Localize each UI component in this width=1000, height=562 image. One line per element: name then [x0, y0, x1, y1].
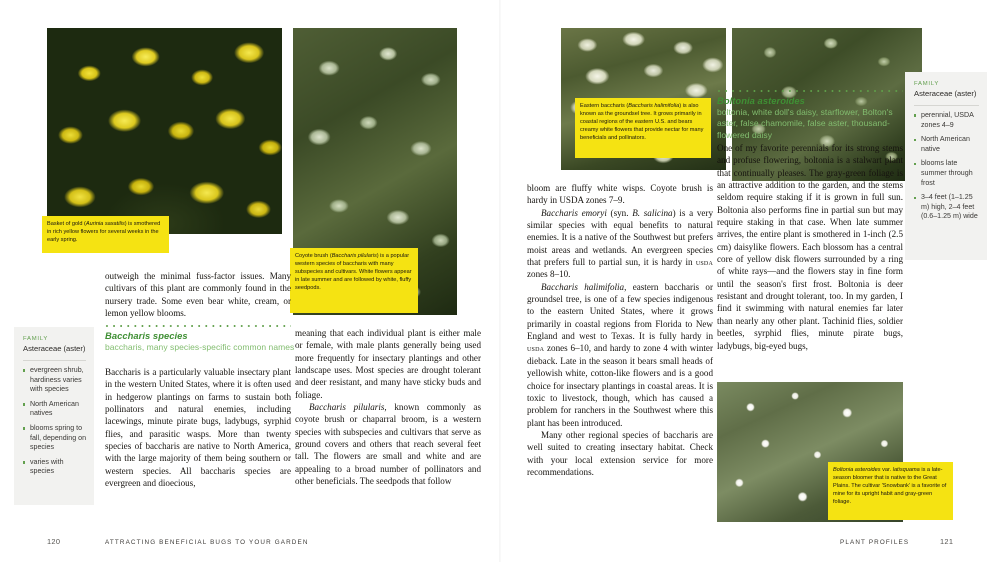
right-col2-species-text: One of my favorite perennials for its strong stems and profuse flowering, boltonia is a stalwart plant that continually pleases. The gray-green foliage is an attractive addition to the garden, and the stems seldom require staking if it is grown in full sun. Boltonia also performs fine in partial sun but may require staking in that case. When late summer arrives, the entire plant is smothered in 1-inch (2.5 cm) daisylike flowers. Each blossom has a central core of yellow disk flowers surrounded by a ring of white rays—and the flowers stay in fine form until the season's first frost. Boltonia is deer resistant and drought tolerant, too. In my garden, I find it swimming with natural enemies far later than nearly any other plant. Tachinid flies, soldier beetles, syrphid flies, minute pirate bugs, ladybugs, big-eyed bugs, — [717, 143, 903, 351]
paragraph-baccharis-halimifolia: Baccharis halimifolia, eastern baccharis or groundsel tree, is one of a few species indigenous to the eastern United States, where it grows primarily in coastal regions from Florida to New England and west to Texas. It is fully hardy in usda zones 6–10, and hardy to zone 4 with winter dieback. Late in the season it bears small heads of yellowish white, cotton-like flowers and is a good choice for insectary plantings in coastal areas. It is toxic to livestock, though, which has caused a problem for ranchers in the Southwest where this plant has been introduced. — [527, 281, 713, 428]
italic-species-emoryi: Baccharis emoryi — [541, 207, 607, 218]
italic-species-name: Baccharis pilularis — [309, 402, 385, 413]
page-gutter — [499, 0, 501, 562]
caption-basket-of-gold: Basket of gold (Aurinia saxatilis) is smothered in rich yellow flowers for several weeks in the early spring. — [42, 216, 169, 253]
family-value: Asteraceae (aster) — [914, 89, 977, 98]
dotted-rule-baccharis — [105, 324, 291, 328]
family-facts-list — [23, 366, 86, 477]
page-right — [500, 0, 1000, 562]
list-item: 3–4 feet (1–1.25 m) high, 2–4 feet (0.6–1.25 m) wide — [914, 193, 979, 222]
divider — [23, 360, 86, 361]
left-col1-species-text: Baccharis is a particularly valuable insectary plant in the western United States, where it is often used in hedgerow plantings on farms to sustain both pollinators and natural enemies, including lacewings, minute pirate bugs, ladybugs, syrphid flies, and parasitic wasps. More than twenty species of baccharis are native to North America, with the large majority of them being southern or western species. All baccharis species are evergreen and dioecious, — [105, 367, 291, 489]
list-item: blooms late summer through frost — [914, 159, 979, 188]
paragraph-coyote-bloom: bloom are fluffy white wisps. Coyote brush is hardy in USDA zones 7–9. — [527, 183, 713, 206]
family-label: FAMILY — [23, 336, 49, 342]
list-item: North American native — [914, 135, 979, 154]
family-value: Asteraceae (aster) — [23, 344, 86, 353]
species-common-names: baccharis, many species-specific common names — [105, 342, 295, 352]
family-facts-list — [914, 111, 979, 222]
species-heading-boltonia — [717, 95, 907, 141]
caption-boltonia-snowbank: Boltonia asteroides var. latisquama is a late-season bloomer that is native to the Great Plains. The cultivar 'Snowbank' is a favorite of mine for its upright habit and gray-green foliage. — [828, 462, 953, 520]
species-latin-name: Boltonia asteroides — [717, 95, 805, 106]
caption-coyote-brush: Coyote brush (Baccharis pilularis) is a popular western species of baccharis with many subspecies and cultivars. White flowers appear in late summer and are followed by white, fluffy seedpods. — [290, 248, 418, 313]
dotted-rule-boltonia — [717, 89, 903, 93]
paragraph-baccharis-pilularis: Baccharis pilularis, known commonly as coyote brush or chaparral broom, is a western species with subspecies and cultivars that serve as ground covers and others that reach several feet tall. The flowers are small and white and are appealing to a broad number of pollinators and other beneficials. The seedpods that follow — [295, 402, 481, 487]
family-card-baccharis — [14, 327, 94, 505]
caption-eastern-baccharis: Eastern baccharis (Baccharis halimifolia) is also known as the groundsel tree. It grows primarily in coastal regions of the eastern U.S. and bears creamy white flowers that provide nectar for many beneficials and pollinators. — [575, 98, 711, 158]
photo-basket-of-gold — [47, 28, 282, 234]
family-label: FAMILY — [914, 81, 940, 87]
left-col1-top-text: outweigh the minimal fuss-factor issues. Many cultivars of this plant are commonly found in the nursery trade. Some even bear white, cream, or lemon yellow blooms. — [105, 271, 291, 319]
paragraph-other-regional-species: Many other regional species of baccharis are well suited to creating insectary habitat. Check with your local extension service for more recommendations. — [527, 429, 713, 477]
italic-species-halimifolia: Baccharis halimifolia — [541, 281, 625, 292]
list-item: North American natives — [23, 400, 86, 419]
paragraph-baccharis-emoryi: Baccharis emoryi (syn. B. salicina) is a very similar species with equal benefits to natural enemies. It is a native of the Southwest but prefers moist areas and wetlands. An evergreen species that prefers full to partial sun, it is hardy in usda zones 8–10. — [527, 207, 713, 280]
species-common-names: boltonia, white doll's daisy, starflower, Bolton's aster, false chamomile, false aster, thousand-flowered daisy — [717, 107, 893, 140]
list-item: perennial, USDA zones 4–9 — [914, 111, 979, 130]
species-latin-name: Baccharis species — [105, 330, 188, 341]
right-col1-text — [527, 182, 713, 478]
italic-synonym-salicina: B. salicina — [632, 207, 673, 218]
list-item: evergreen shrub, hardiness varies with species — [23, 366, 86, 395]
left-col2-species-text: meaning that each individual plant is either male or female, with male plants generally being used more frequently for insectary plantings and other landscape uses. Most species are drought tolerant and deer resistant, and many have sticky buds and foliage. Baccharis pilularis, known commonly as coyote brush or chaparral broom, is a western species with subspecies and cultivars that serve as ground covers and others that reach several feet tall. The flowers are small and white and are appealing to a broad number of pollinators and other beneficials. The seedpods that follow — [295, 328, 481, 487]
species-heading-baccharis — [105, 330, 295, 353]
folio-right: 121 — [940, 537, 954, 546]
list-item: varies with species — [23, 458, 86, 477]
list-item: blooms spring to fall, depending on species — [23, 424, 86, 453]
running-head-left: ATTRACTING BENEFICIAL BUGS TO YOUR GARDEN — [105, 539, 309, 546]
folio-left: 120 — [47, 537, 61, 546]
divider — [914, 105, 979, 106]
running-head-right: PLANT PROFILES — [840, 539, 910, 546]
family-card-boltonia — [905, 72, 987, 260]
